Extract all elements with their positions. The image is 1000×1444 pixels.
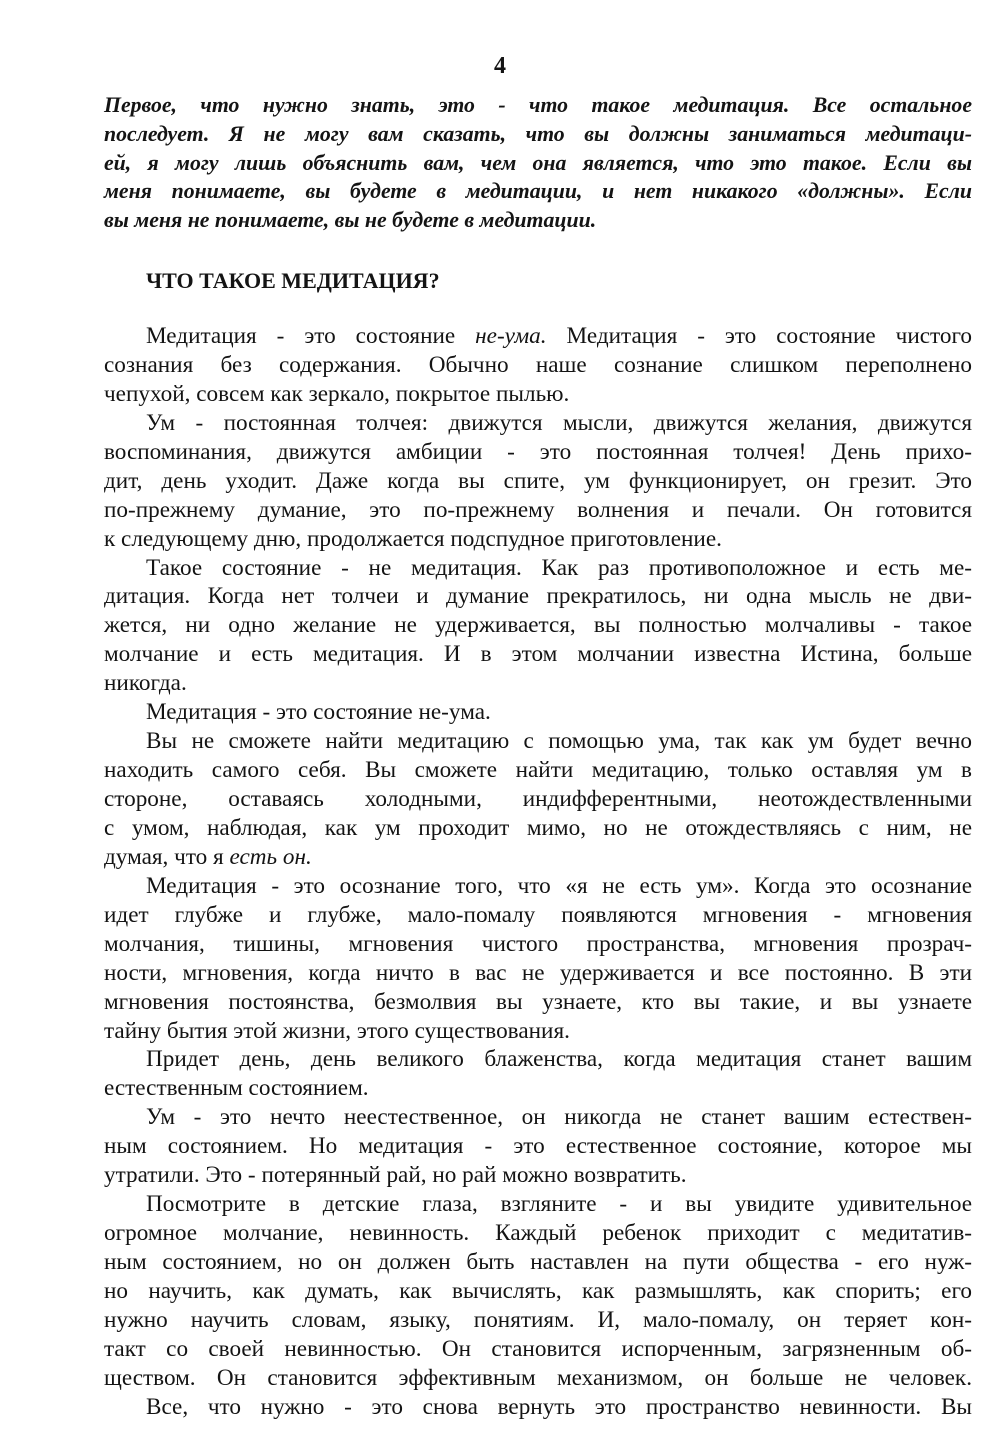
body-line: Все, что нужно - это снова вернуть это пространство невинности. Вы (146, 1393, 972, 1420)
body-line (104, 843, 972, 872)
body-line: жется, ни одно желание не удерживается, вы полностью молчаливы - такое (104, 612, 972, 639)
body-line: дит, день уходит. Даже когда вы спите, ум функционирует, он грезит. Это (104, 467, 972, 494)
body-line: мгновения постоянства, безмолвия вы узнаете, кто вы такие, и вы узнаете (104, 988, 972, 1015)
page-number: 4 (494, 53, 506, 79)
body-line: ности, мгновения, когда ничто в вас не удерживается и все постоянно. В эти (104, 959, 972, 986)
text-run: Медитация - это состояние (146, 323, 476, 349)
intro-line: ей, я могу лишь объяснить вам, чем она является, что это такое. Если вы (104, 150, 972, 175)
body-line: чепухой, совсем как зеркало, покрытое пылью. (104, 380, 570, 407)
body-line: молчания, тишины, мгновения чистого пространства, мгновения прозрач- (104, 930, 972, 957)
intro-line: меня понимаете, вы будете в медитации, и нет никакого «должны». Если (104, 179, 972, 204)
body-line: ществом. Он становится эффективным механизмом, он больше не человек. (104, 1364, 972, 1391)
body-line: нужно научить словам, языку, понятиям. И, мало-помалу, он теряет кон- (104, 1306, 972, 1333)
intro-line: последует. Я не могу вам сказать, что вы должны заниматься медитаци- (104, 121, 972, 146)
text-run: думая, что я (104, 843, 230, 870)
body-line: молчание и есть медитация. И в этом молчании известна Истина, больше (104, 641, 972, 668)
body-line: утратили. Это - потерянный рай, но рай можно возвратить. (104, 1162, 687, 1189)
body-line: Посмотрите в детские глаза, взгляните - и вы увидите удивительное (146, 1191, 972, 1218)
body-line: Медитация - это осознание того, что «я не есть ум». Когда это осознание (146, 872, 972, 899)
italic-term: есть он. (229, 843, 312, 870)
body-text (104, 322, 972, 1422)
body-line: идет глубже и глубже, мало-помалу появляются мгновения - мгновения (104, 901, 972, 928)
body-line: ным состоянием. Но медитация - это естественное состояние, которое мы (104, 1133, 972, 1160)
body-line: дитация. Когда нет толчеи и думание прекратилось, ни одна мысль не дви- (104, 583, 972, 610)
body-line: Медитация - это состояние не-ума. (146, 699, 491, 726)
body-line: Вы не сможете найти медитацию с помощью ума, так как ум будет вечно (146, 728, 972, 755)
body-line: Ум - постоянная толчея: движутся мысли, движутся желания, движутся (146, 409, 972, 436)
body-line: огромное молчание, невинность. Каждый ребенок приходит с медитатив- (104, 1220, 972, 1247)
body-line: с умом, наблюдая, как ум проходит мимо, но не отождествляясь с ним, не (104, 814, 972, 841)
body-line: сознания без содержания. Обычно наше сознание слишком переполнено (104, 351, 972, 378)
body-line: естественным состоянием. (104, 1075, 369, 1102)
body-line: тайну бытия этой жизни, этого существования. (104, 1017, 570, 1044)
body-line: Такое состояние - не медитация. Как раз противоположное и есть ме- (146, 554, 972, 581)
body-line: находить самого себя. Вы сможете найти медитацию, только оставляя ум в (104, 757, 972, 784)
section-heading: ЧТО ТАКОЕ МЕДИТАЦИЯ? (146, 268, 440, 293)
body-line: Ум - это нечто неестественное, он никогда не станет вашим естествен- (146, 1104, 972, 1131)
body-line: по-прежнему думание, это по-прежнему волнения и печали. Он готовится (104, 496, 972, 523)
body-line: Придет день, день великого блаженства, когда медитация станет вашим (146, 1046, 972, 1073)
intro-line: вы меня не понимаете, вы не будете в медитации. (104, 208, 597, 233)
body-line: ным состоянием, но он должен быть наставлен на пути общества - его нуж- (104, 1249, 972, 1275)
body-line: к следующему дню, продолжается подспудное приготовление. (104, 525, 722, 552)
body-line: но научить, как думать, как вычислять, как размышлять, как спорить; его (104, 1277, 972, 1304)
text-run: Медитация - это состояние чистого (546, 323, 972, 349)
body-line: воспоминания, движутся амбиции - это постоянная толчея! День прихо- (104, 438, 972, 465)
body-line: стороне, оставаясь холодными, индифферентными, неотождествленными (104, 786, 972, 812)
intro-line: Первое, что нужно знать, это - что такое медитация. Все остальное (104, 93, 972, 117)
italic-term: не-ума. (475, 323, 547, 349)
intro-paragraph (104, 91, 972, 235)
body-line: такт со своей невинностью. Он становится испорченным, загрязненным об- (104, 1335, 972, 1362)
body-line: никогда. (104, 670, 187, 697)
body-line (104, 322, 972, 351)
